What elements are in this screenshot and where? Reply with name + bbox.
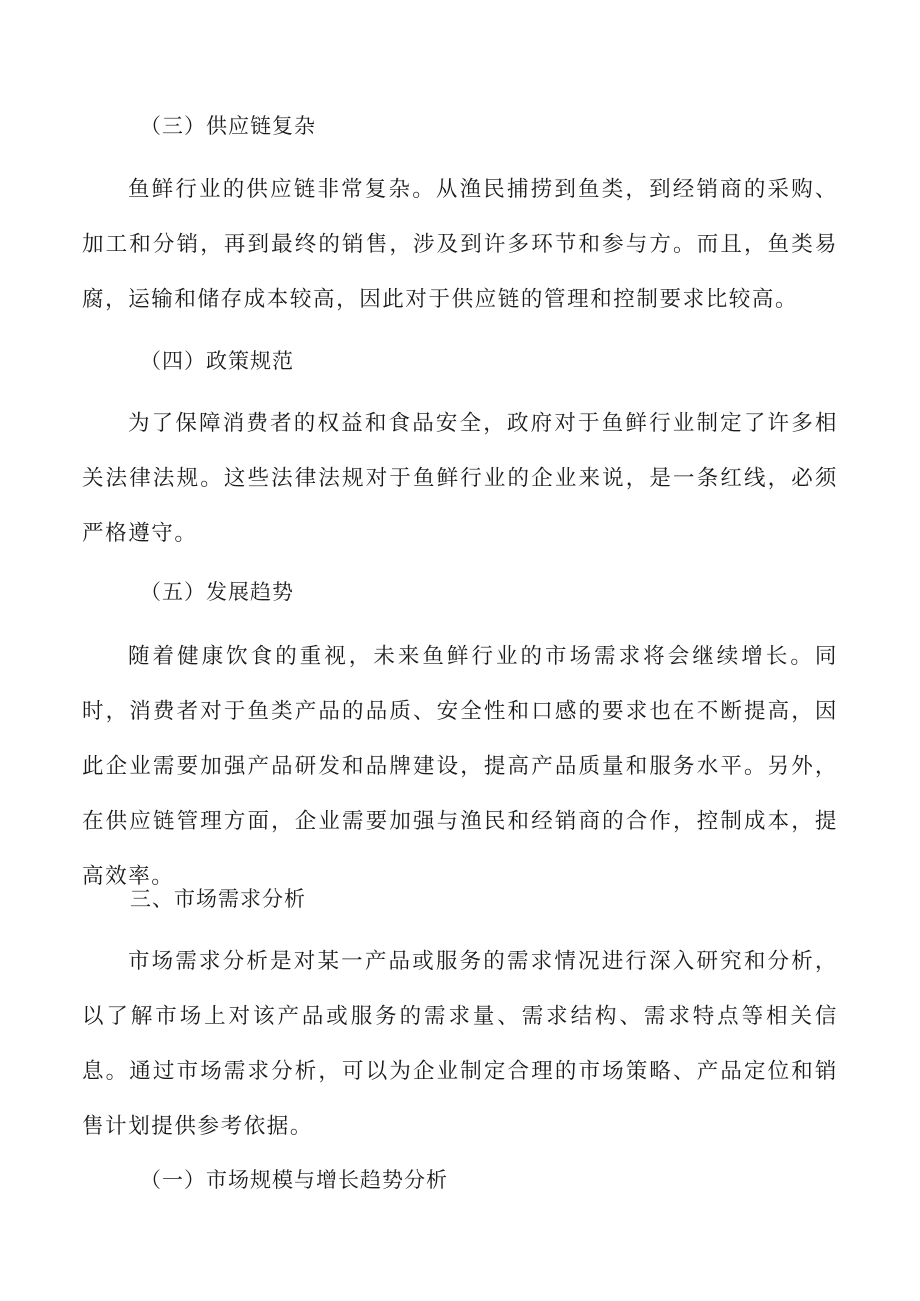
- paragraph-policy: 为了保障消费者的权益和食品安全，政府对于鱼鲜行业制定了许多相关法律法规。这些法律法规对于鱼鲜行业的企业来说，是一条红线，必须严格遵守。: [82, 411, 838, 546]
- section-heading-supply-chain: （三）供应链复杂: [140, 114, 316, 138]
- section-heading-policy: （四）政策规范: [140, 349, 294, 373]
- chapter-heading-market-demand: 三、市场需求分析: [130, 887, 306, 911]
- paragraph-market-demand: 市场需求分析是对某一产品或服务的需求情况进行深入研究和分析，以了解市场上对该产品或服务的需求量、需求结构、需求特点等相关信息。通过市场需求分析，可以为企业制定合理的市场策略、产品定位和销售计划提供参考依据。: [82, 949, 838, 1139]
- paragraph-supply-chain: 鱼鲜行业的供应链非常复杂。从渔民捕捞到鱼类，到经销商的采购、加工和分销，再到最终的销售，涉及到许多环节和参与方。而且，鱼类易腐，运输和储存成本较高，因此对于供应链的管理和控制要求比较高。: [82, 177, 838, 312]
- section-heading-trends: （五）发展趋势: [140, 580, 294, 604]
- section-heading-market-size: （一）市场规模与增长趋势分析: [140, 1168, 448, 1192]
- paragraph-trends: 随着健康饮食的重视，未来鱼鲜行业的市场需求将会继续增长。同时，消费者对于鱼类产品的品质、安全性和口感的要求也在不断提高，因此企业需要加强产品研发和品牌建设，提高产品质量和服务水平。另外，在供应链管理方面，企业需要加强与渔民和经销商的合作，控制成本，提高效率。: [82, 644, 838, 889]
